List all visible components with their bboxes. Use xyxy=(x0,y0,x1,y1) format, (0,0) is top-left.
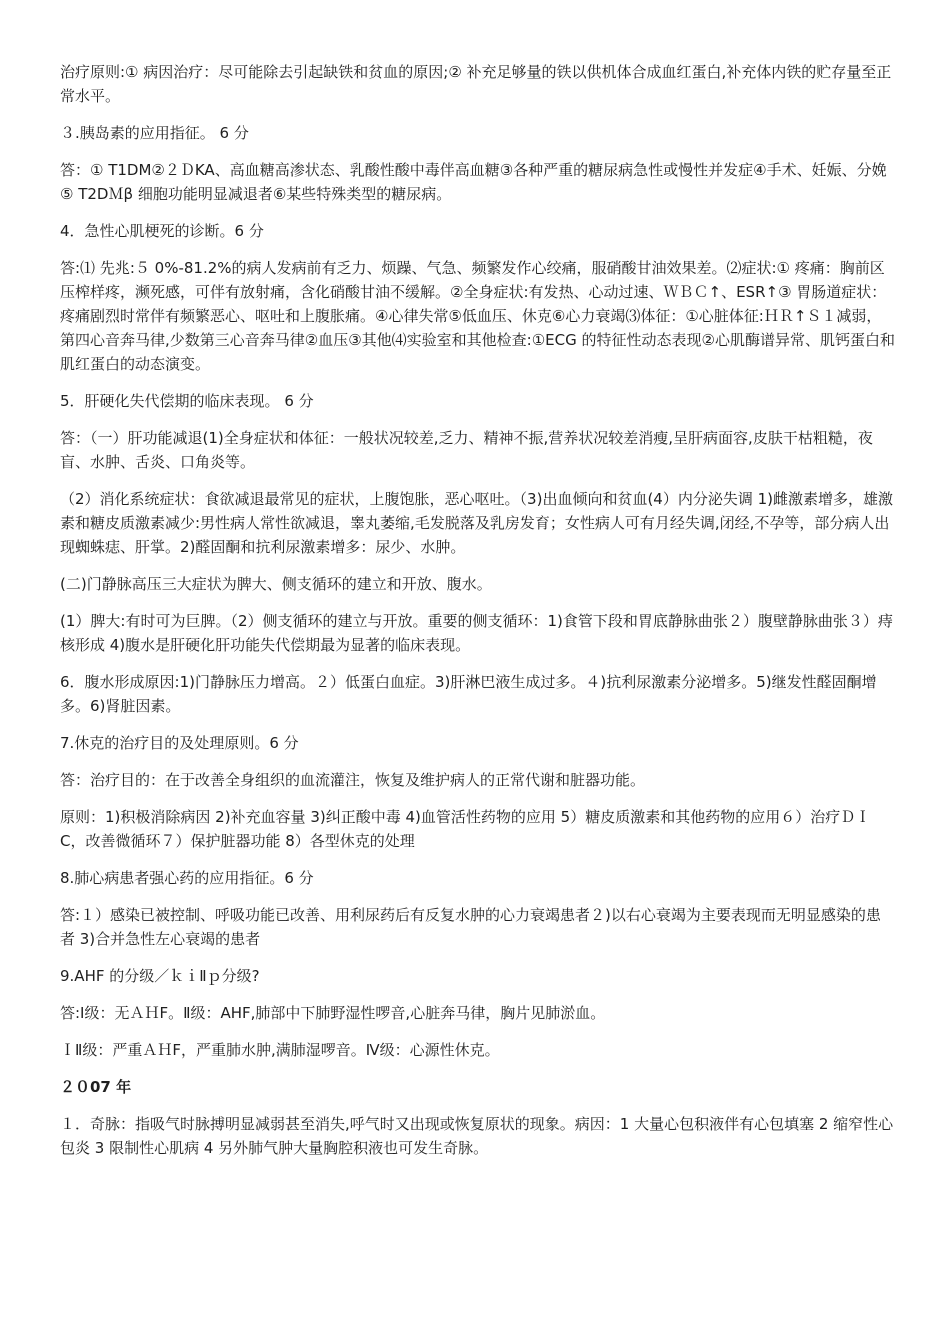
paragraph-cirrhosis-answer-1: 答：（一）肝功能减退(1)全身症状和体征：一般状况较差,乏力、精神不振,营养状况较差消瘦,呈肝病面容,皮肤干枯粗糙，夜盲、水肿、舌炎、口角炎等。 xyxy=(60,429,873,471)
document-page xyxy=(60,60,895,1173)
section-year-heading: ２０07 年 xyxy=(60,1078,132,1096)
heading-insulin-indications: ３.胰岛素的应用指征。 6 分 xyxy=(60,124,249,142)
paragraph-shock-principles: 原则：1)积极消除病因 2)补充血容量 3)纠正酸中毒 4)血管活性药物的应用 5）糖皮质激素和其他药物的应用６）治疗ＤＩC，改善微循环７）保护脏器功能 8）各型休克的处理 xyxy=(60,808,871,850)
paragraph-insulin-answer: 答：① T1DM②２ＤKA、高血糖高渗状态、乳酸性酸中毒伴高血糖③各种严重的糖尿病急性或慢性并发症④手术、妊娠、分娩⑤ T2DＭβ 细胞功能明显减退者⑥某些特殊类型的糖尿病。 xyxy=(60,161,887,203)
paragraph-splenomegaly: (1）脾大:有时可为巨脾。（2）侧支循环的建立与开放。重要的侧支循环：1)食管下段和胃底静脉曲张２）腹壁静脉曲张３）痔核形成 4)腹水是肝硬化肝功能失代偿期最为显著的临床表现。 xyxy=(60,612,893,654)
paragraph-pulsus-paradoxus: １．奇脉：指吸气时脉搏明显减弱甚至消失,呼气时又出现或恢复原状的现象。病因：1 大量心包积液伴有心包填塞 2 缩窄性心包炎 3 限制性心肌病 4 另外肺气肿大量胸腔积液也可发生奇脉。 xyxy=(60,1115,894,1157)
heading-cor-pulmonale-cardiotonics: 8.肺心病患者强心药的应用指征。6 分 xyxy=(60,869,314,887)
paragraph-treatment-principle: 治疗原则:① 病因治疗：尽可能除去引起缺铁和贫血的原因;② 补充足够量的铁以供机体合成血红蛋白,补充体内铁的贮存量至正常水平。 xyxy=(60,63,892,105)
paragraph-ascites-causes: 6．腹水形成原因:1)门静脉压力增高。２）低蛋白血症。3)肝淋巴液生成过多。４)抗利尿激素分泌增多。5)继发性醛固酮增多。6)肾脏因素。 xyxy=(60,673,877,715)
heading-ami-diagnosis: 4．急性心肌梗死的诊断。6 分 xyxy=(60,222,264,240)
heading-ahf-classification: 9.AHF 的分级／ｋｉⅡｐ分级? xyxy=(60,967,260,985)
paragraph-cor-pulmonale-answer: 答:１）感染已被控制、呼吸功能已改善、用利尿药后有反复水肿的心力衰竭患者２)以右心衰竭为主要表现而无明显感染的患者 3)合并急性左心衰竭的患者 xyxy=(60,906,881,948)
heading-cirrhosis-manifestations: 5．肝硬化失代偿期的临床表现。 6 分 xyxy=(60,392,314,410)
paragraph-cirrhosis-answer-2: （2）消化系统症状：食欲减退最常见的症状，上腹饱胀，恶心呕吐。（3)出血倾向和贫血(4）内分泌失调 1)雌激素增多，雄激素和糖皮质激素减少:男性病人常性欲减退，睾丸萎缩,毛发脱落及乳房发育；女性病人可有月经失调,闭经,不孕等，部分病人出现蜘蛛痣、肝掌。2)醛固酮和抗利尿激素增多：尿少、水肿。 xyxy=(60,490,894,556)
paragraph-ahf-grades-1: 答:Ⅰ级：无ＡＨF。Ⅱ级：AHF,肺部中下肺野湿性啰音,心脏奔马律，胸片见肺淤血。 xyxy=(60,1004,606,1022)
paragraph-ami-answer: 答:⑴ 先兆:５ 0%-81.2%的病人发病前有乏力、烦躁、气急、频繁发作心绞痛，服硝酸甘油效果差。⑵症状:① 疼痛：胸前区压榨样疼，濒死感，可伴有放射痛，含化硝酸甘油不缓解。②全身症状:有发热、心动过速、ＷＢＣ↑、ESR↑③ 胃肠道症状：疼痛剧烈时常伴有频繁恶心、呕吐和上腹胀痛。④心律失常⑤低血压、休克⑥心力衰竭⑶体征：①心脏体征:ＨＲ↑Ｓ１减弱，第四心音奔马律,少数第三心音奔马律②血压③其他⑷实验室和其他检查:①ECG 的特征性动态表现②心肌酶谱异常、肌钙蛋白和肌红蛋白的动态演变。 xyxy=(60,259,895,373)
heading-shock-treatment: 7.休克的治疗目的及处理原则。6 分 xyxy=(60,734,299,752)
paragraph-shock-goal: 答：治疗目的：在于改善全身组织的血流灌注，恢复及维护病人的正常代谢和脏器功能。 xyxy=(60,771,646,789)
paragraph-portal-hypertension: (二)门静脉高压三大症状为脾大、侧支循环的建立和开放、腹水。 xyxy=(60,575,492,593)
paragraph-ahf-grades-2: ＩⅡ级：严重ＡＨF，严重肺水肿,满肺湿啰音。Ⅳ级：心源性休克。 xyxy=(60,1041,500,1059)
